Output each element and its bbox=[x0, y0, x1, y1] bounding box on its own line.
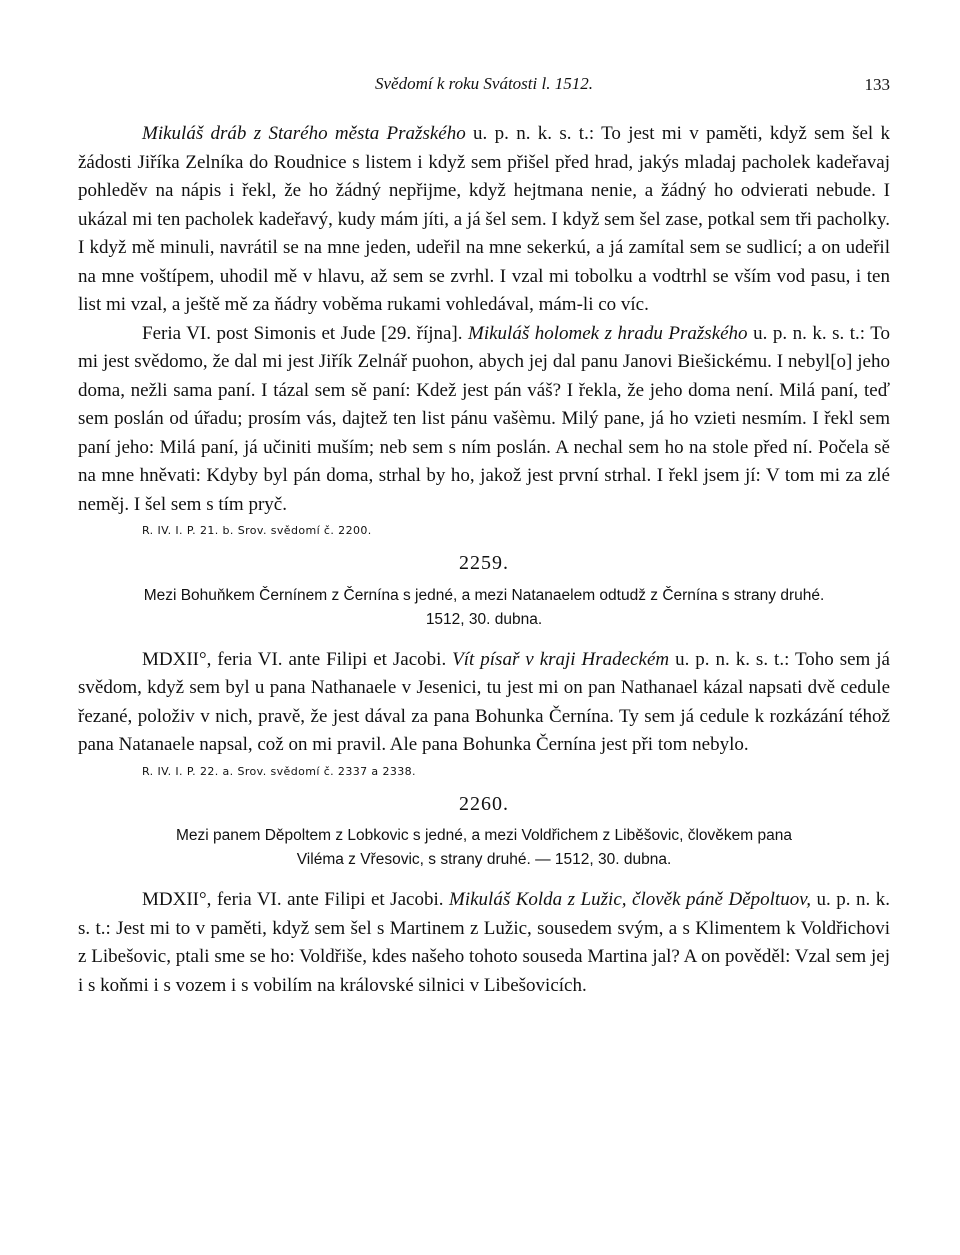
summary-line: Mezi panem Děpoltem z Lobkovic s jedné, a mezi Voldřichem z Liběšovic, člověkem pana bbox=[176, 827, 792, 844]
testimony-text: u. p. n. k. s. t.: To mi jest svědomo, že dal mi jest Jiřík Zelnář puohon, abych jej dal panu Janovi Biešickému. I nebyl[o] jeho doma, nežli sama paní. I tázal sem sě paní: Kdež jest pán váš? I řekla, že jeho doma není. Milá paní, teď sem poslán od úřadu; prosím vás, dajtež ten list pánu vašèmu. Milý pane, já ho vzieti nesmím. I řekl sem paní jeho: Milá paní, já učiniti muším; neb sem s ním poslán. A nechal sem ho na stole před ní. Počela sě na mne hněvati: Kdyby byl pán doma, strhal by ho, jakož jest první strhal. I řekl jsem jí: V tom mi za zlé neměj. I šel sem s tím pryč. bbox=[78, 322, 890, 515]
date-line: MDXII°, feria VI. ante Filipi et Jacobi. bbox=[142, 889, 449, 910]
entry-summary-2259 bbox=[78, 584, 890, 632]
source-reference-1: R. IV. I. P. 21. b. Srov. svědomí č. 2200. bbox=[142, 524, 372, 537]
running-title: Svědomí k roku Svátosti l. 1512. bbox=[375, 74, 593, 93]
summary-line: Mezi Bohuňkem Černínem z Černína s jedné, a mezi Natanaelem odtudž z Černína s strany druhé. bbox=[143, 586, 825, 604]
witness-name: Vít písař v kraji Hradeckém bbox=[452, 648, 670, 670]
entry-summary-2260 bbox=[78, 824, 890, 872]
source-reference-2: R. IV. I. P. 22. a. Srov. svědomí č. 2337 a 2338. bbox=[142, 764, 416, 778]
summary-date: Viléma z Vřesovic, s strany druhé. — 1512, 30. dubna. bbox=[296, 851, 672, 868]
testimony-paragraph-2 bbox=[78, 320, 890, 520]
testimony-paragraph-1 bbox=[78, 120, 890, 320]
summary-date: 1512, 30. dubna. bbox=[425, 610, 543, 628]
date-line: MDXII°, feria VI. ante Filipi et Jacobi. bbox=[142, 648, 453, 670]
witness-name: Mikuláš dráb z Starého města Pražského bbox=[142, 123, 466, 144]
entry-number-2260: 2260. bbox=[459, 792, 509, 815]
page-number: 133 bbox=[864, 75, 890, 94]
document-body bbox=[78, 120, 890, 1000]
witness-name: Mikuláš Kolda z Lužic, člověk páně Děpoltuov, bbox=[449, 889, 811, 910]
testimony-text: u. p. n. k. s. t.: To jest mi v paměti, když sem šel k žádosti Jiříka Zelníka do Roudnice s listem i když sem přišel před hrad, jakýs mladaj pacholek kadeřavaj pohleděv na nápis i řekl, že ho žádný nepřijme, když hejtmana nenie, a žádný ho odvierati nebude. I ukázal mi ten pacholek kadeřavý, kudy mám jíti, a já šel sem. I když sem šel zase, potkal sem tři pacholky. I když mě minuli, navrátil se na mne jeden, udeřil na mne sekerkú, a já zamítal sem se sudlicí; a on udeřil na mne voštípem, uhodil mě v hlavu, až sem se zvrhl. I vzal mi tobolku a vodtrhl se vším vod pasu, i ten list mi vzal, a ještě mě za ňádry voběma rukami vohledával, mám-li co víc. bbox=[78, 123, 890, 315]
witness-name: Mikuláš holomek z hradu Pražského bbox=[468, 322, 748, 344]
running-head bbox=[78, 72, 890, 100]
testimony-paragraph-4 bbox=[78, 886, 890, 1000]
testimony-text: u. p. n. k. s. t.: Toho sem já svědom, když sem byl u pana Nathanaele v Jesenici, tu jest mi on pan Nathanael kázal napsati dvě cedule řezané, položiv v nich, pravě, že jest dával za pana Bohunka Černína. Ty sem já cedule k rozkázání téhož pana Natanaele napsal, což on mi pravil. Ale pana Bohunka Černína jest při tom nebylo. bbox=[78, 648, 890, 755]
date-line: Feria VI. post Simonis et Jude [29. října]. bbox=[142, 322, 469, 344]
entry-number-2259: 2259. bbox=[459, 552, 509, 574]
testimony-paragraph-3 bbox=[78, 646, 890, 760]
testimony-text: u. p. n. k. s. t.: Jest mi to v paměti, když sem šel s Martinem z Lužic, sousedem svým, a s Klimentem k Voldřichovi z Libešovic, ptali sme se ho: Voldřiše, kdes našeho tohoto souseda Martina jal? A on pověděl: Vzal sem jej i s koňmi i s vozem i s vobilím na královské silnici v Libešovicích. bbox=[78, 889, 891, 996]
